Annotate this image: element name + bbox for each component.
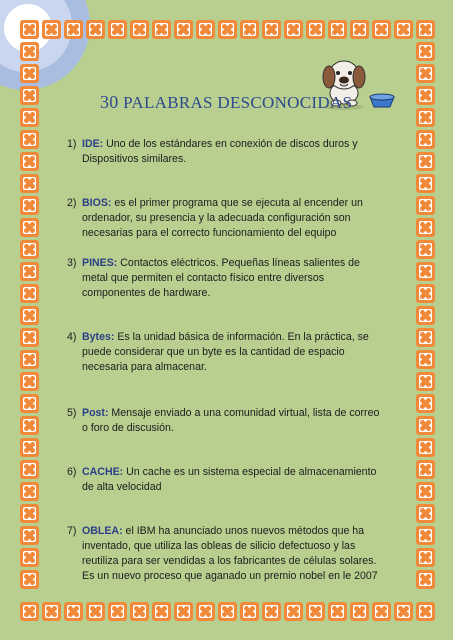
border-right: [416, 42, 435, 589]
item-term: PINES:: [82, 257, 118, 269]
flower-tile-icon: [416, 394, 435, 413]
flower-tile-icon: [42, 20, 61, 39]
list-item-pines: [67, 256, 387, 301]
item-number: 6): [67, 466, 77, 478]
flower-tile-icon: [416, 350, 435, 369]
flower-tile-icon: [174, 20, 193, 39]
flower-tile-icon: [240, 20, 259, 39]
flower-tile-icon: [20, 262, 39, 281]
flower-tile-icon: [416, 306, 435, 325]
list-item-oblea: [67, 524, 387, 584]
item-definition: Mensaje enviado a una comunidad virtual, lista de correo o foro de discusión.: [82, 407, 380, 434]
flower-tile-icon: [20, 64, 39, 83]
flower-tile-icon: [372, 602, 391, 621]
flower-tile-icon: [306, 602, 325, 621]
item-number: 2): [67, 197, 77, 209]
flower-tile-icon: [20, 602, 39, 621]
item-term: Bytes:: [82, 331, 115, 343]
flower-tile-icon: [416, 416, 435, 435]
flower-tile-icon: [416, 548, 435, 567]
flower-tile-icon: [416, 284, 435, 303]
flower-tile-icon: [152, 602, 171, 621]
flower-tile-icon: [394, 20, 413, 39]
content-area: [45, 45, 410, 600]
flower-tile-icon: [284, 20, 303, 39]
flower-tile-icon: [196, 602, 215, 621]
border-bottom: [20, 602, 435, 621]
flower-tile-icon: [416, 42, 435, 61]
flower-tile-icon: [416, 152, 435, 171]
flower-tile-icon: [174, 602, 193, 621]
flower-tile-icon: [416, 64, 435, 83]
flower-tile-icon: [20, 130, 39, 149]
flower-tile-icon: [130, 602, 149, 621]
flower-tile-icon: [328, 20, 347, 39]
flower-tile-icon: [262, 20, 281, 39]
flower-tile-icon: [416, 86, 435, 105]
item-definition: Es la unidad básica de información. En la práctica, se puede considerar que un byte es la cantidad de espacio necesaria para almacenar.: [82, 331, 369, 373]
title-text: PALABRAS DESCONOCIDAS: [123, 93, 353, 112]
flower-tile-icon: [416, 438, 435, 457]
item-definition: el IBM ha anunciado unos nuevos métodos que ha inventado, que utiliza las obleas de silicio defectuoso y las reutiliza para ser vendidas a los fabricantes de células solares. Es un nuevo proceso que aganado un premio nobel en le 2007: [82, 525, 378, 582]
flower-tile-icon: [416, 504, 435, 523]
item-definition: Contactos eléctricos. Pequeñas líneas salientes de metal que permiten el contacto físico entre diversos componentes de hardware.: [82, 257, 360, 299]
flower-tile-icon: [20, 174, 39, 193]
flower-tile-icon: [42, 602, 61, 621]
flower-tile-icon: [20, 284, 39, 303]
flower-tile-icon: [20, 570, 39, 589]
flower-tile-icon: [416, 108, 435, 127]
flower-tile-icon: [306, 20, 325, 39]
flower-tile-icon: [20, 482, 39, 501]
flower-tile-icon: [416, 262, 435, 281]
item-definition: Uno de los estándares en conexión de discos duros y Dispositivos similares.: [82, 138, 358, 165]
flower-tile-icon: [416, 602, 435, 621]
flower-tile-icon: [20, 438, 39, 457]
flower-tile-icon: [86, 602, 105, 621]
flower-tile-icon: [416, 482, 435, 501]
flower-tile-icon: [196, 20, 215, 39]
flower-tile-icon: [20, 416, 39, 435]
item-number: 7): [67, 525, 77, 537]
flower-tile-icon: [86, 20, 105, 39]
flower-tile-icon: [218, 20, 237, 39]
flower-tile-icon: [20, 20, 39, 39]
flower-tile-icon: [394, 602, 413, 621]
flower-tile-icon: [416, 20, 435, 39]
flower-tile-icon: [416, 174, 435, 193]
flower-tile-icon: [416, 526, 435, 545]
item-number: 3): [67, 257, 77, 269]
item-definition: es el primer programa que se ejecuta al encender un ordenador, su presencia y la adecuada configuración son necesarias para el correcto funcionamiento del equipo: [82, 197, 363, 239]
page-title: [100, 92, 352, 113]
flower-tile-icon: [20, 108, 39, 127]
flower-tile-icon: [350, 20, 369, 39]
item-term: OBLEA:: [82, 525, 123, 537]
flower-tile-icon: [416, 130, 435, 149]
item-number: 5): [67, 407, 77, 419]
border-top: [20, 20, 435, 39]
item-term: IDE:: [82, 138, 104, 150]
item-number: 1): [67, 138, 77, 150]
flower-tile-icon: [416, 218, 435, 237]
title-number: 30: [100, 92, 119, 112]
item-definition: Un cache es un sistema especial de almacenamiento de alta velocidad: [82, 466, 377, 493]
flower-tile-icon: [416, 240, 435, 259]
list-item-cache: [67, 465, 387, 495]
list-item-bytes: [67, 330, 387, 375]
flower-tile-icon: [20, 394, 39, 413]
item-term: CACHE:: [82, 466, 124, 478]
flower-tile-icon: [20, 196, 39, 215]
flower-tile-icon: [20, 240, 39, 259]
flower-tile-icon: [20, 526, 39, 545]
flower-tile-icon: [64, 20, 83, 39]
flower-tile-icon: [20, 350, 39, 369]
flower-tile-icon: [416, 328, 435, 347]
flower-tile-icon: [20, 372, 39, 391]
flower-tile-icon: [20, 306, 39, 325]
list-item-ide: [67, 137, 387, 167]
flower-tile-icon: [416, 570, 435, 589]
flower-tile-icon: [20, 328, 39, 347]
flower-tile-icon: [20, 86, 39, 105]
flower-tile-icon: [416, 372, 435, 391]
flower-tile-icon: [20, 548, 39, 567]
border-left: [20, 42, 39, 589]
flower-tile-icon: [240, 602, 259, 621]
flower-tile-icon: [416, 460, 435, 479]
flower-tile-icon: [130, 20, 149, 39]
flower-tile-icon: [416, 196, 435, 215]
flower-tile-icon: [328, 602, 347, 621]
flower-tile-icon: [218, 602, 237, 621]
flower-tile-icon: [262, 602, 281, 621]
item-term: Post:: [82, 407, 109, 419]
flower-tile-icon: [20, 42, 39, 61]
flower-tile-icon: [108, 20, 127, 39]
flower-tile-icon: [20, 152, 39, 171]
flower-tile-icon: [108, 602, 127, 621]
item-term: BIOS:: [82, 197, 112, 209]
flower-tile-icon: [64, 602, 83, 621]
flower-tile-icon: [20, 218, 39, 237]
flower-tile-icon: [20, 460, 39, 479]
flower-tile-icon: [350, 602, 369, 621]
flower-tile-icon: [372, 20, 391, 39]
list-item-post: [67, 406, 387, 436]
list-item-bios: [67, 196, 387, 241]
flower-tile-icon: [284, 602, 303, 621]
flower-tile-icon: [20, 504, 39, 523]
flower-tile-icon: [152, 20, 171, 39]
item-number: 4): [67, 331, 77, 343]
